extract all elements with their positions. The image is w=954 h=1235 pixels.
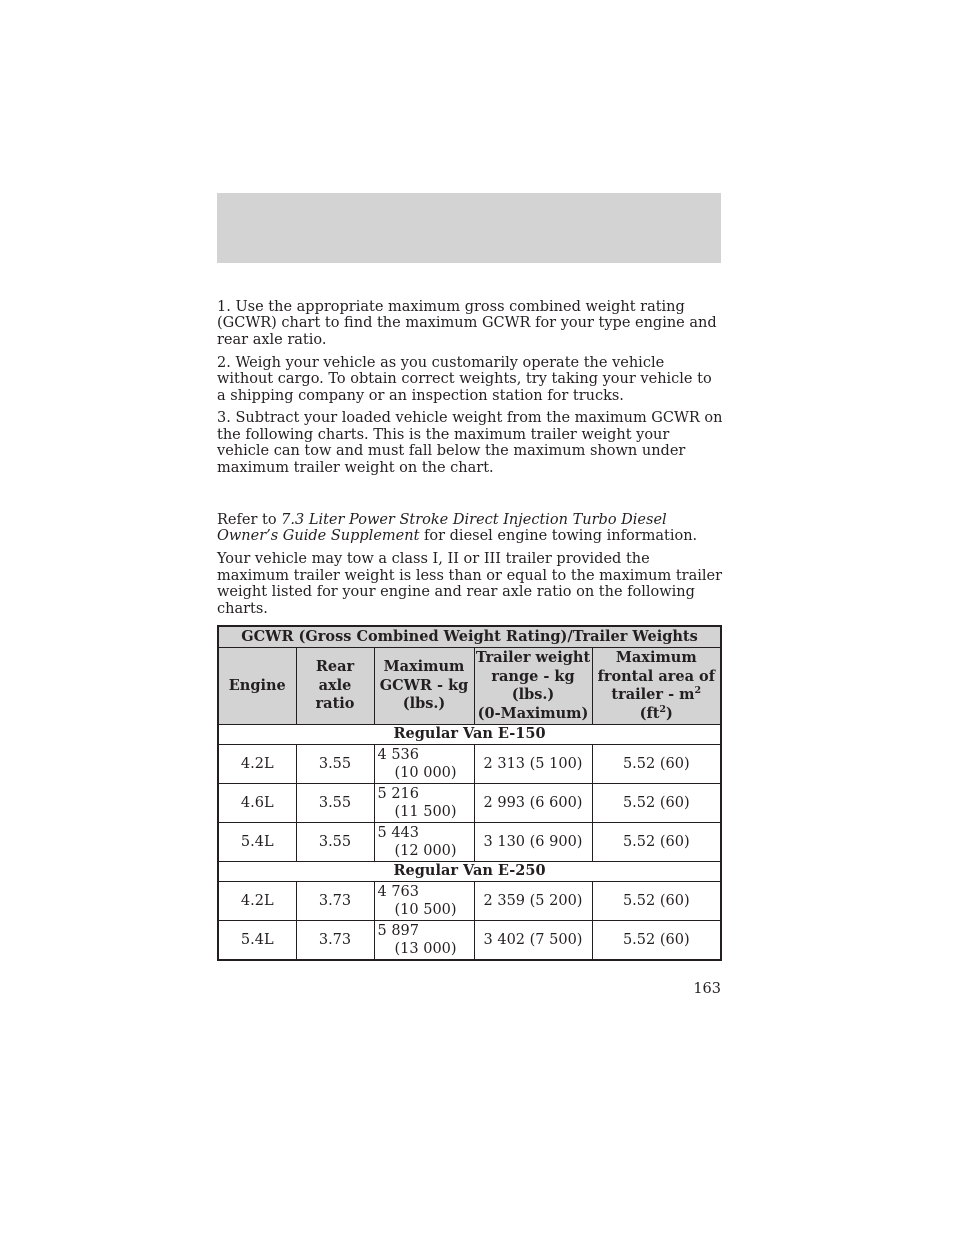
cell-trailer: 2 359 (5 200) xyxy=(474,882,592,921)
cell-axle: 3.73 xyxy=(296,921,374,961)
cell-gcwr: 4 763 (10 500) xyxy=(374,882,474,921)
page-content xyxy=(217,299,723,961)
cell-engine: 4.6L xyxy=(218,784,296,823)
cell-gcwr: 5 216 (11 500) xyxy=(374,784,474,823)
cell-engine: 5.4L xyxy=(218,921,296,961)
cell-frontal: 5.52 (60) xyxy=(592,823,721,862)
cell-frontal: 5.52 (60) xyxy=(592,921,721,961)
cell-axle: 3.55 xyxy=(296,745,374,784)
header-trailer-weight: Trailer weight range - kg (lbs.) (0-Maximum) xyxy=(474,648,592,725)
cell-trailer: 3 402 (7 500) xyxy=(474,921,592,961)
group-label-e150: Regular Van E-150 xyxy=(218,725,721,745)
step-1: 1. Use the appropriate maximum gross combined weight rating (GCWR) chart to find the maximum GCWR for your type engine and rear axle ratio. xyxy=(217,299,717,348)
refer-prefix: Refer to xyxy=(217,512,282,529)
refer-paragraph xyxy=(217,512,723,545)
step-2: 2. Weigh your vehicle as you customarily operate the vehicle without cargo. To obtain correct weights, try taking your vehicle to a shipping company or an inspection station for trucks. xyxy=(217,354,712,404)
table-row xyxy=(218,921,721,961)
header-engine: Engine xyxy=(218,648,296,725)
step-3: 3. Subtract your loaded vehicle weight from the maximum GCWR on the following charts. This is the maximum trailer weight your vehicle can tow and must fall below the maximum shown under maximum trailer weight on the chart. xyxy=(217,410,723,476)
tow-note: Your vehicle may tow a class I, II or III trailer provided the maximum trailer weight is less than or equal to the maximum trailer weight listed for your engine and rear axle ratio on the following charts. xyxy=(217,551,723,617)
cell-axle: 3.73 xyxy=(296,882,374,921)
table-row xyxy=(218,823,721,862)
cell-gcwr: 4 536 (10 000) xyxy=(374,745,474,784)
header-axle-ratio: Rear axle ratio xyxy=(296,648,374,725)
cell-axle: 3.55 xyxy=(296,823,374,862)
cell-frontal: 5.52 (60) xyxy=(592,784,721,823)
cell-trailer: 2 313 (5 100) xyxy=(474,745,592,784)
table-title: GCWR (Gross Combined Weight Rating)/Trailer Weights xyxy=(218,626,721,648)
refer-suffix: for diesel engine towing information. xyxy=(419,528,698,545)
cell-trailer: 3 130 (6 900) xyxy=(474,823,592,862)
cell-gcwr: 5 443 (12 000) xyxy=(374,823,474,862)
cell-trailer: 2 993 (6 600) xyxy=(474,784,592,823)
cell-engine: 5.4L xyxy=(218,823,296,862)
refer-guide-title: 7.3 Liter Power Stroke Direct Injection Turbo Diesel Owner’s Guide Supplement xyxy=(217,512,667,545)
cell-engine: 4.2L xyxy=(218,882,296,921)
gcwr-table xyxy=(217,625,722,961)
table-row xyxy=(218,882,721,921)
cell-engine: 4.2L xyxy=(218,745,296,784)
table-row xyxy=(218,745,721,784)
table-row xyxy=(218,784,721,823)
page-number: 163 xyxy=(693,981,721,997)
cell-axle: 3.55 xyxy=(296,784,374,823)
header-band xyxy=(217,193,721,263)
header-max-gcwr: Maximum GCWR - kg (lbs.) xyxy=(374,648,474,725)
cell-frontal: 5.52 (60) xyxy=(592,882,721,921)
group-label-e250: Regular Van E-250 xyxy=(218,862,721,882)
cell-gcwr: 5 897 (13 000) xyxy=(374,921,474,961)
header-frontal-area: Maximum frontal area of trailer - $m^2$ $(ft^2)$ xyxy=(592,648,721,725)
cell-frontal: 5.52 (60) xyxy=(592,745,721,784)
